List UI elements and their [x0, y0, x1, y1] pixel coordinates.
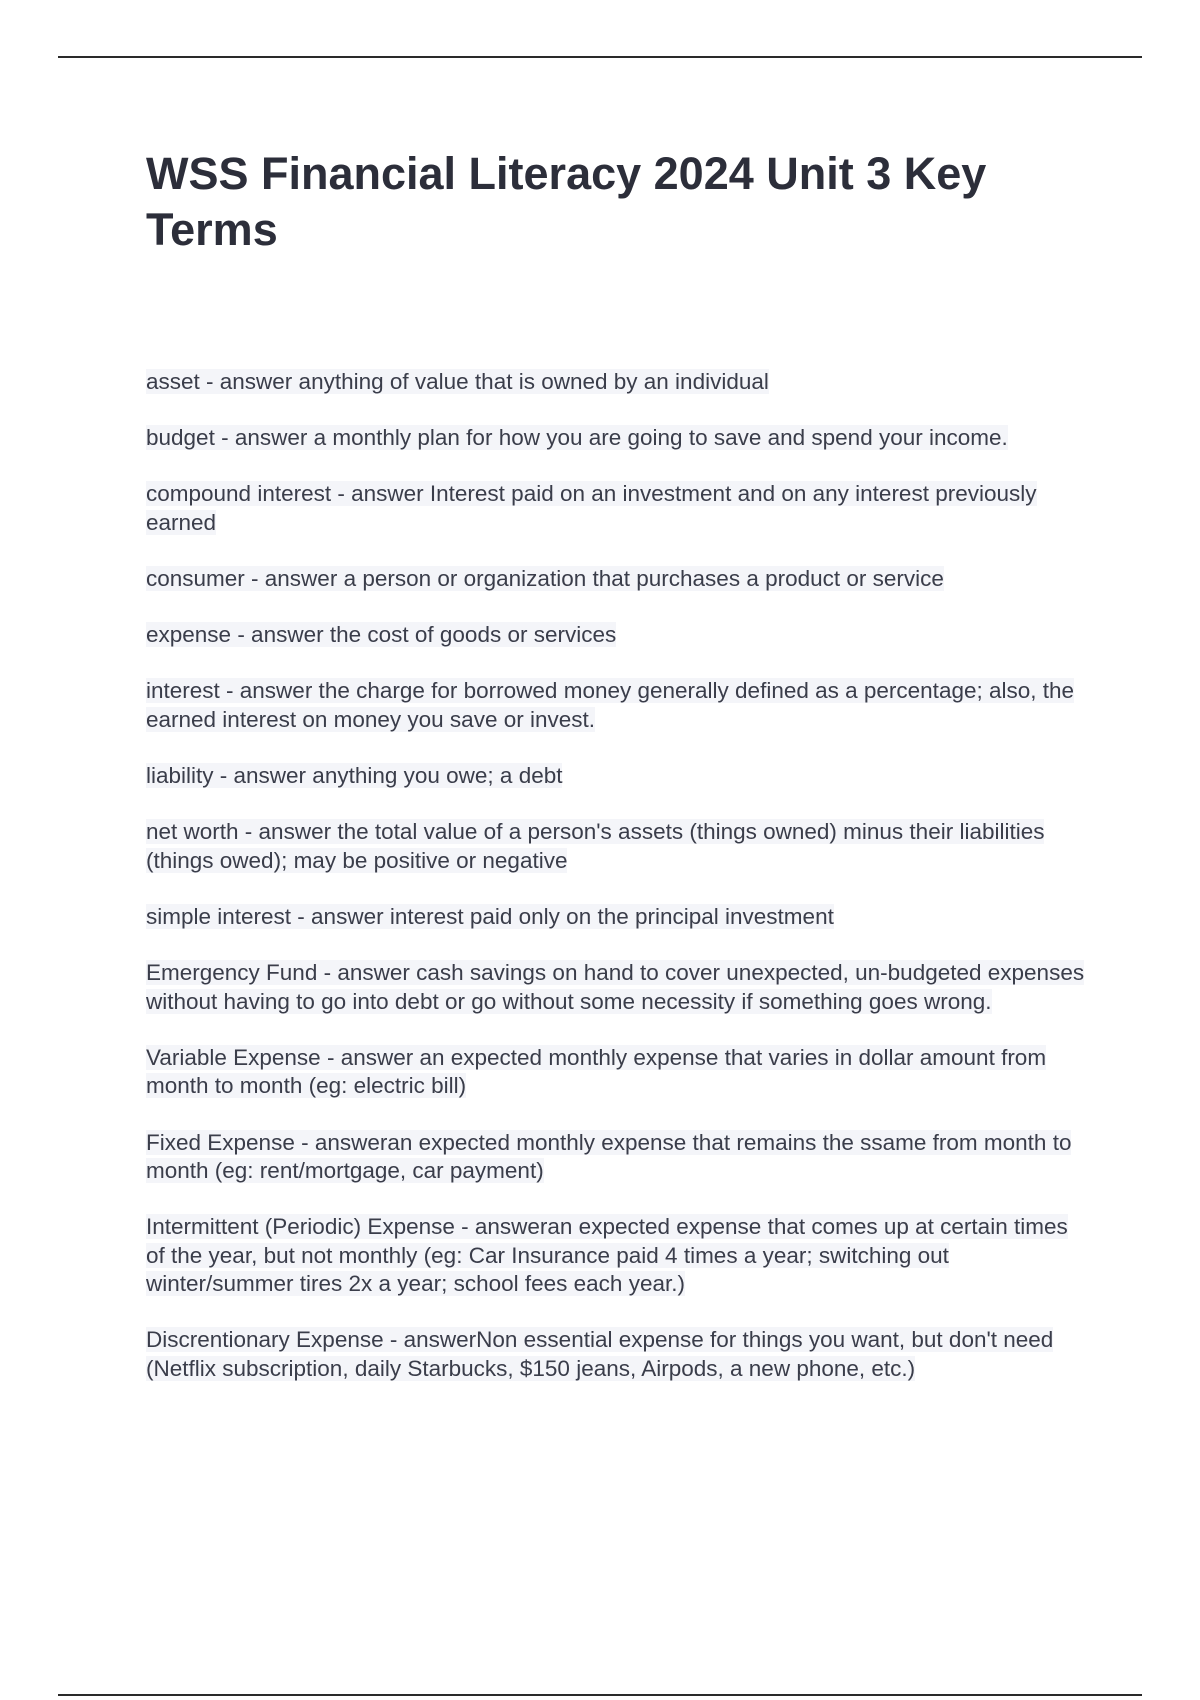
- terms-list: [146, 368, 1086, 1411]
- term-text: asset - answer anything of value that is owned by an individual: [146, 369, 769, 394]
- term-text: Discrentionary Expense - answerNon essential expense for things you want, but don't need (Netflix subscription, daily Starbucks, $150 jeans, Airpods, a new phone, etc.): [146, 1327, 1054, 1381]
- bottom-divider: [58, 1694, 1142, 1696]
- top-divider: [58, 56, 1142, 58]
- term-text: simple interest - answer interest paid only on the principal investment: [146, 904, 834, 929]
- term-item: [146, 1044, 1086, 1101]
- term-text: compound interest - answer Interest paid on an investment and on any interest previously earned: [146, 481, 1037, 535]
- term-text: Fixed Expense - answeran expected monthly expense that remains the ssame from month to month (eg: rent/mortgage, car payment): [146, 1129, 1072, 1184]
- term-item: [146, 1129, 1086, 1186]
- term-item: [146, 1326, 1086, 1383]
- term-item: [146, 959, 1086, 1016]
- term-item: [146, 677, 1086, 734]
- term-text: liability - answer anything you owe; a debt: [146, 763, 563, 789]
- page-title: WSS Financial Literacy 2024 Unit 3 Key Terms: [146, 148, 987, 255]
- term-text: Variable Expense - answer an expected monthly expense that varies in dollar amount from month to month (eg: electric bill): [146, 1044, 1047, 1099]
- term-item: [146, 368, 1086, 397]
- term-item: [146, 1213, 1086, 1299]
- term-text: Intermittent (Periodic) Expense - answeran expected expense that comes up at certain times of the year, but not monthly (eg: Car Insurance paid 4 times a year; switching out winter/summer tires 2x a year; school fees each year.): [146, 1214, 1068, 1297]
- term-item: [146, 621, 1086, 650]
- term-text: Emergency Fund - answer cash savings on hand to cover unexpected, un-budgeted expenses without having to go into debt or go without some necessity if something goes wrong.: [146, 960, 1085, 1014]
- term-item: [146, 565, 1086, 594]
- term-text: interest - answer the charge for borrowed money generally defined as a percentage; also, the earned interest on money you save or invest.: [146, 678, 1075, 732]
- term-item: [146, 762, 1086, 791]
- term-item: [146, 480, 1086, 537]
- term-text: consumer - answer a person or organization that purchases a product or service: [146, 566, 944, 592]
- term-text: expense - answer the cost of goods or services: [146, 622, 617, 648]
- term-item: [146, 424, 1086, 453]
- term-text: net worth - answer the total value of a person's assets (things owned) minus their liabilities (things owed); may be positive or negative: [146, 819, 1045, 873]
- term-text: budget - answer a monthly plan for how you are going to save and spend your income.: [146, 425, 1008, 451]
- term-item: [146, 818, 1086, 875]
- term-item: [146, 903, 1086, 932]
